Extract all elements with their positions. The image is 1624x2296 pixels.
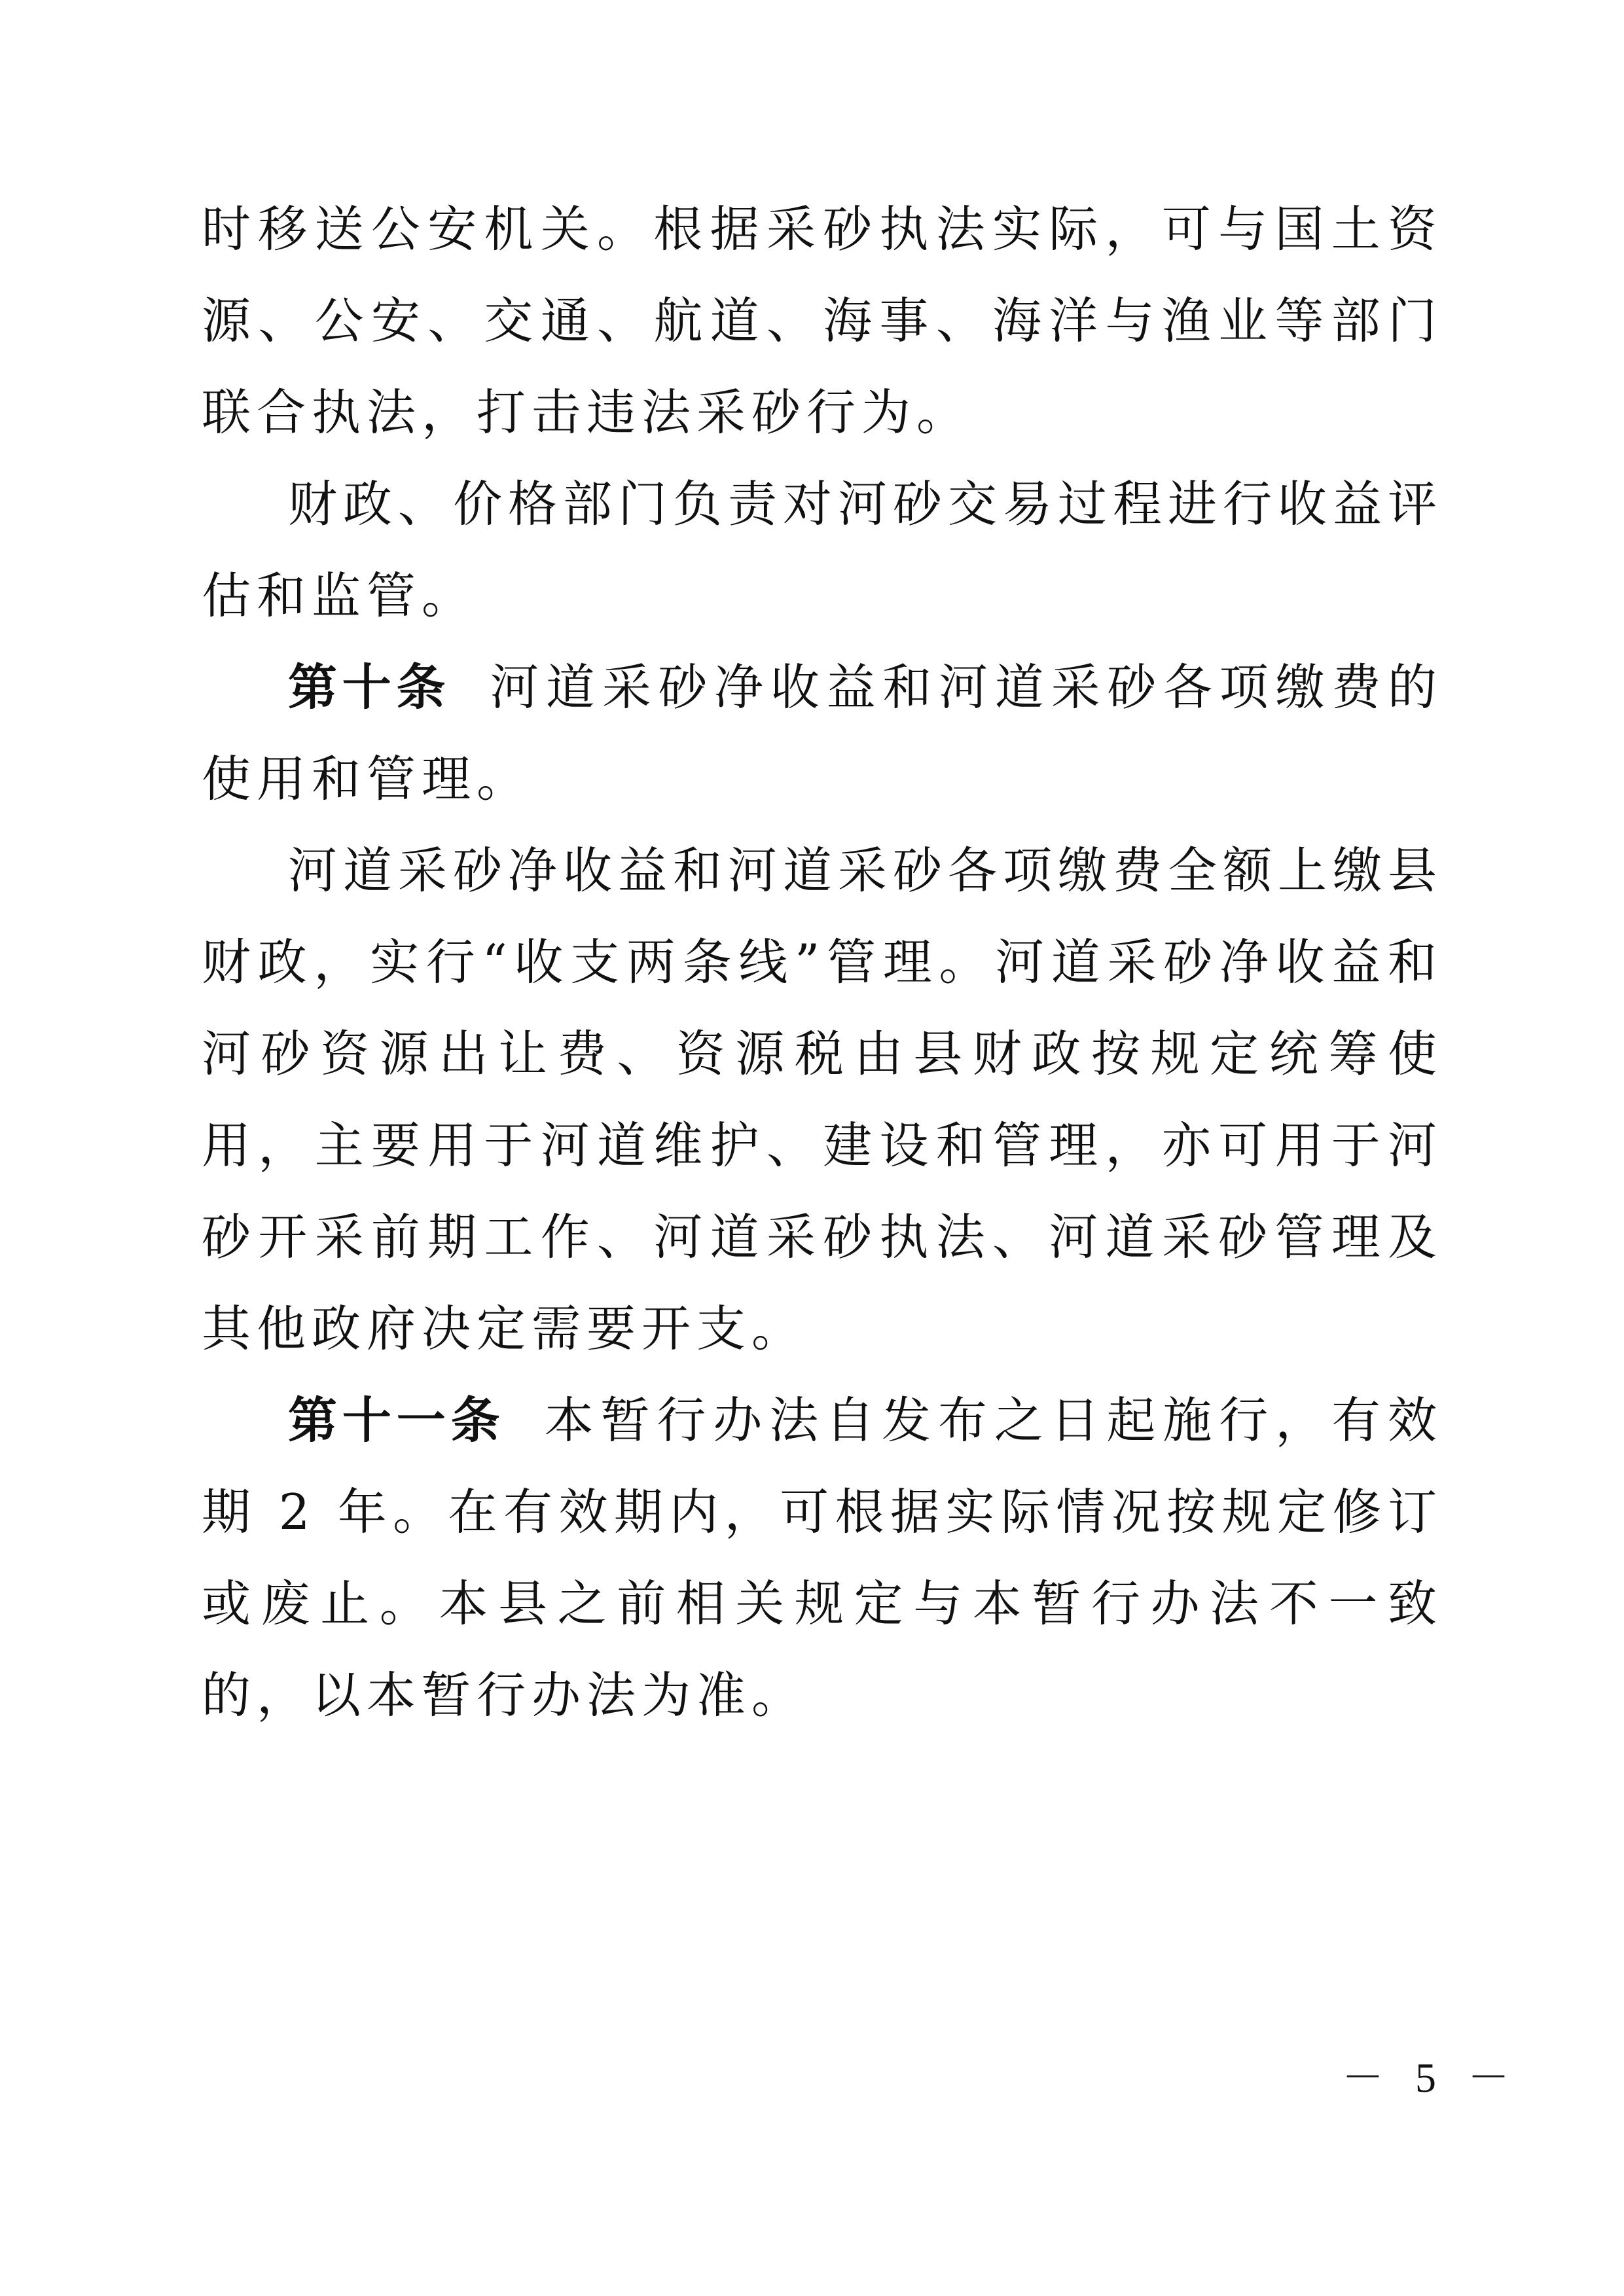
paragraph-text: 河道采砂净收益和河道采砂各项缴费的使用和管理。: [202, 658, 1443, 808]
article-11: [202, 1374, 1443, 1741]
article-heading: 第十一条: [288, 1391, 505, 1449]
paragraph-continuation: [202, 183, 1443, 458]
paragraph-text: 时移送公安机关。根据采砂执法实际，可与国土资源、公安、交通、航道、海事、海洋与渔业等部门联合执法，打击违法采砂行为。: [202, 200, 1443, 441]
page-number: － 5 －: [1342, 2054, 1520, 2101]
document-body: [202, 183, 1443, 1741]
article-heading: 第十条: [288, 658, 451, 716]
paragraph-revenue-usage: [202, 825, 1443, 1374]
paragraph-finance-supervision: [202, 458, 1443, 641]
paragraph-text: 河道采砂净收益和河道采砂各项缴费全额上缴县财政，实行“收支两条线”管理。河道采砂净收益和河砂资源出让费、资源税由县财政按规定统筹使用，主要用于河道维护、建设和管理，亦可用于河砂开采前期工作、河道采砂执法、河道采砂管理及其他政府决定需要开支。: [202, 842, 1443, 1357]
paragraph-text: 财政、价格部门负责对河砂交易过程进行收益评估和监管。: [202, 475, 1443, 624]
paragraph-text: 本暂行办法自发布之日起施行，有效期 2 年。在有效期内，可根据实际情况按规定修订或废止。本县之前相关规定与本暂行办法不一致的，以本暂行办法为准。: [202, 1391, 1443, 1724]
article-10-title: [202, 641, 1443, 825]
